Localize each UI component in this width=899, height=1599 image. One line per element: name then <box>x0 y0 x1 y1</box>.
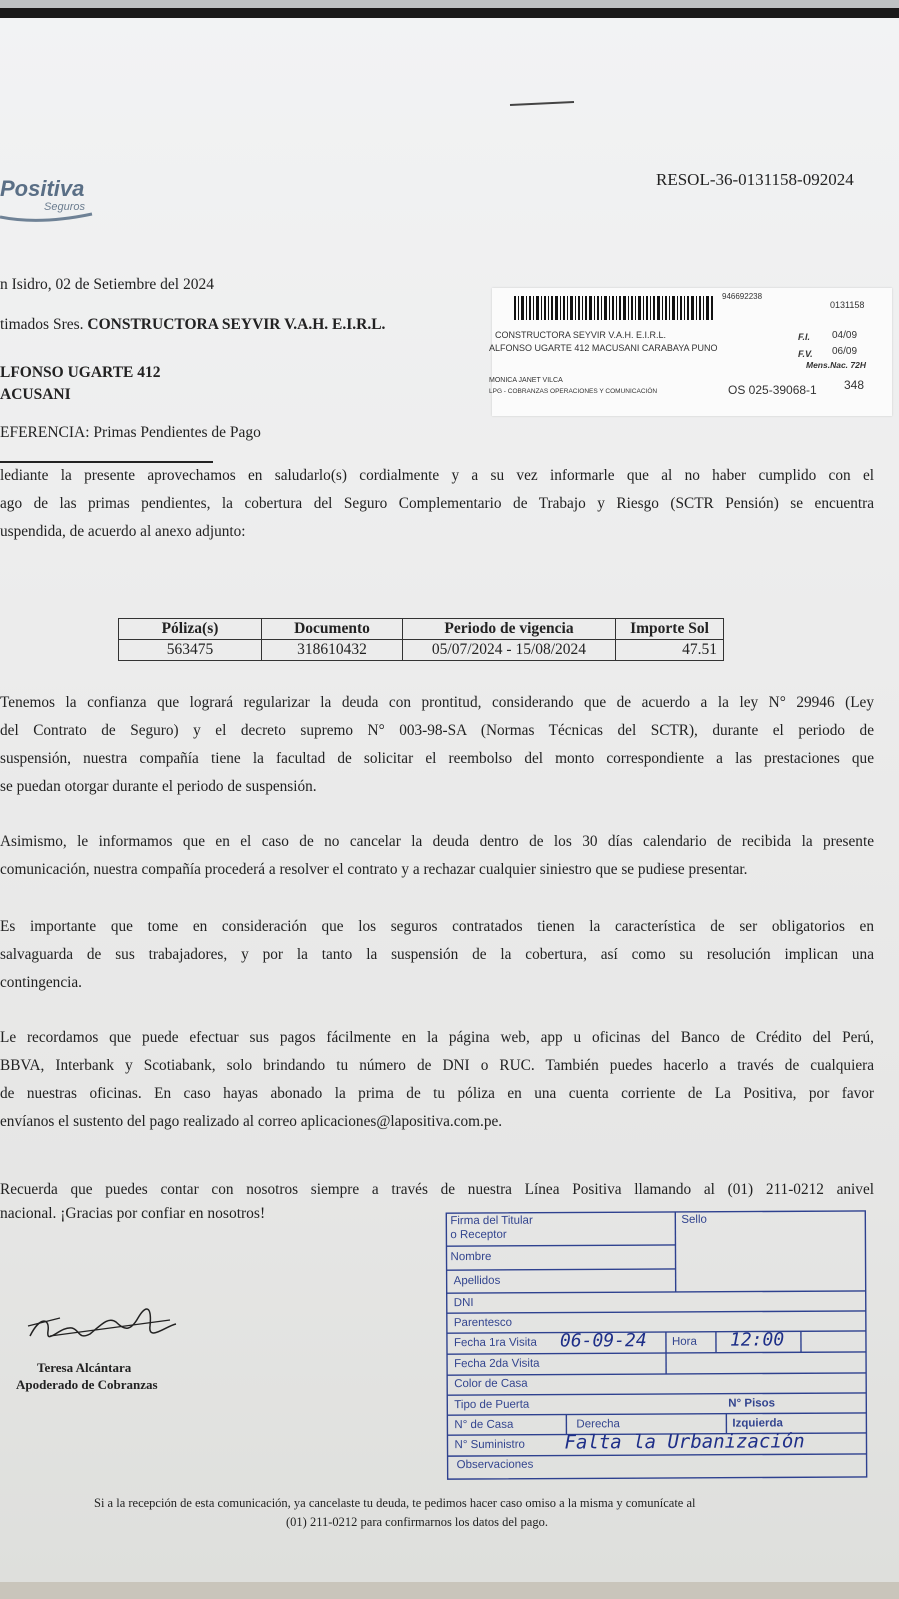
footer-note-line2: (01) 211-0212 para confirmarnos los datos del pago. <box>286 1515 548 1529</box>
observaciones-label: Observaciones <box>456 1458 534 1472</box>
apellidos-label: Apellidos <box>453 1274 501 1288</box>
delivery-form-stamp <box>445 1210 883 1488</box>
scan-top-edge <box>0 8 899 18</box>
hora-value: 12:00 <box>729 1329 785 1351</box>
label-company: CONSTRUCTORA SEYVIR V.A.H. E.I.R.L. <box>495 330 667 340</box>
scan-bottom-edge <box>0 1582 899 1599</box>
fecha2-label: Fecha 2da Visita <box>454 1357 540 1371</box>
signature-icon <box>20 1296 190 1358</box>
firma-label: Firma del Titular <box>450 1214 533 1228</box>
label-os: OS 025-39068-1 <box>728 383 817 397</box>
suministro-label: N° Suministro <box>454 1438 525 1452</box>
label-address: ALFONSO UGARTE 412 MACUSANI CARABAYA PUNO <box>489 343 718 353</box>
paragraph-4: Es importante que tome en consideración que los seguros contratados tienen la característica de ser obligatorios en salvaguarda de sus trabajadores, y por la tanto la suspensión de la cobertura, así como su resolución implican una contingencia. <box>0 918 874 991</box>
resolution-code: RESOL-36-0131158-092024 <box>656 170 854 189</box>
logo-swoosh-icon <box>0 211 95 225</box>
paragraph-1: lediante la presente aprovechamos en saludarlo(s) cordialmente y a su vez informarle que al no haber cumplido con el ago de las primas pendientes, la cobertura del Seguro Complementario de Trabajo y Riesgo (SCTR Pensión) se encuentra uspendida, de acuerdo al anexo adjunto: <box>0 467 874 540</box>
fecha1-value: 06-09-24 <box>559 1330 647 1352</box>
policy-table <box>118 618 724 661</box>
paragraph-6: Recuerda que puedes contar con nosotros siempre a través de nuestra Línea Positiva llamando al (01) 211-0212 anivel <box>0 1181 874 1198</box>
pisos-label: N° Pisos <box>728 1397 776 1410</box>
paragraph-2: Tenemos la confianza que logrará regularizar la deuda con prontitud, considerando que de acuerdo a la ley N° 29946 (Ley del Contrato de Seguro) y el decreto supremo N° 003-98-SA (Normas Técnicas del SCTR), durante el periodo de suspensión, nuestra compañía tiene la facultad de solicitar el reembolso del monto correspondiente a las prestaciones que se puedan otorgar durante el periodo de suspensión. <box>0 694 874 795</box>
fecha1-label: Fecha 1ra Visita <box>453 1336 537 1350</box>
signer-name: Teresa Alcántara <box>37 1360 132 1375</box>
izquierda-label: Izquierda <box>732 1417 783 1430</box>
label-agent: MONICA JANET VILCA <box>489 377 563 384</box>
label-code: 0131158 <box>830 300 865 310</box>
dni-label: DNI <box>453 1296 474 1310</box>
address-line-2: ACUSANI <box>0 386 71 403</box>
barcode-icon <box>514 296 714 320</box>
fi-value: 04/09 <box>832 330 858 341</box>
nombre-label: Nombre <box>450 1250 492 1264</box>
signer-title: Apoderado de Cobranzas <box>16 1377 158 1392</box>
pen-mark <box>508 98 578 110</box>
letter-page <box>0 8 899 1583</box>
company-logo-sub: Seguros <box>44 201 85 213</box>
tipo-puerta-label: Tipo de Puerta <box>454 1398 530 1412</box>
paragraph-3: Asimismo, le informamos que en el caso de no cancelar la deuda dentro de los 30 días calendario de recibida la presente comunicación, nuestra compañía procederá a resolver el contrato y a rechazar cualquier siniestro que se pudiese presentar. <box>0 833 874 878</box>
addressee: timados Sres. CONSTRUCTORA SEYVIR V.A.H. E.I.R.L. <box>0 316 386 333</box>
mens: Mens.Nac. 72H <box>806 360 866 370</box>
table-row: 563475 318610432 05/07/2024 - 15/08/2024 47.51 <box>119 640 724 661</box>
footer-note-line1: Si a la recepción de esta comunicación, ya cancelaste tu deuda, te pedimos hacer caso omiso a la misma y comunícate al <box>94 1496 696 1510</box>
color-casa-label: Color de Casa <box>454 1377 528 1391</box>
fi-label: F.I. <box>798 332 811 342</box>
hora-label: Hora <box>671 1335 697 1348</box>
barcode-number: 946692238 <box>722 292 763 301</box>
address-line-1: LFONSO UGARTE 412 <box>0 364 161 381</box>
place-date: n Isidro, 02 de Setiembre del 2024 <box>0 276 214 293</box>
col-importe: Importe Sol <box>616 619 724 640</box>
paragraph-5: Le recordamos que puede efectuar sus pagos fácilmente en la página web, app u oficinas del Banco de Crédito del Perú, BBVA, Interbank y Scotiabank, solo brindando tu número de DNI o RUC. También puedes hacerlo a través de cualquiera de nuestras oficinas. En caso hayas abonado la prima de tu póliza en una cuenta corriente de La Positiva, por favor envíanos el sustento del pago realizado al correo aplicaciones@lapositiva.com.pe. <box>0 1029 874 1130</box>
sello-label: Sello <box>681 1213 707 1226</box>
col-periodo: Periodo de vigencia <box>403 619 616 640</box>
n-casa-label: N° de Casa <box>454 1418 514 1432</box>
label-dept: LPG - COBRANZAS OPERACIONES Y COMUNICACIÓN <box>489 388 658 395</box>
company-logo: Positiva <box>0 176 85 201</box>
shipping-label <box>489 288 892 416</box>
derecha-label: Derecha <box>576 1418 620 1431</box>
suministro-value: Falta la Urbanización <box>564 1430 805 1454</box>
label-os-num: 348 <box>844 378 865 392</box>
col-documento: Documento <box>262 619 403 640</box>
fv-value: 06/09 <box>832 346 858 357</box>
paragraph-6-line2: nacional. ¡Gracias por confiar en nosotros! <box>0 1205 266 1222</box>
col-poliza: Póliza(s) <box>119 619 262 640</box>
reference: EFERENCIA: Primas Pendientes de Pago <box>0 424 261 441</box>
fv-label: F.V. <box>798 349 813 359</box>
parentesco-label: Parentesco <box>453 1316 513 1330</box>
receptor-label: o Receptor <box>450 1228 507 1242</box>
